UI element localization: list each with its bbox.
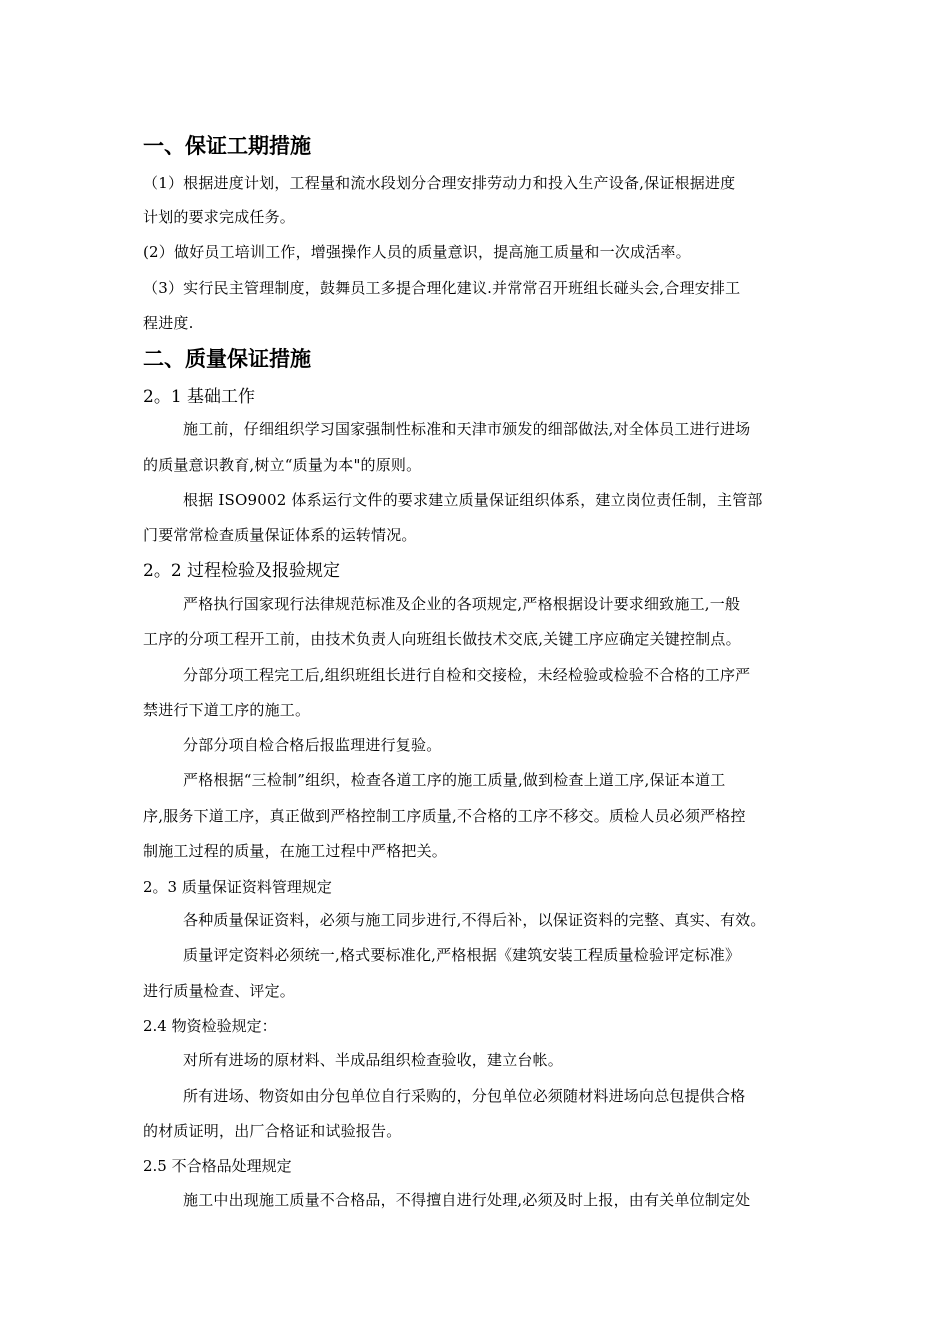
paragraph-line: 门要常常检查质量保证体系的运转情况。	[143, 526, 417, 544]
paragraph-line: 的材质证明，出厂合格证和试验报告。	[143, 1122, 402, 1140]
paragraph-line: 严格根据“三检制”组织，检查各道工序的施工质量,做到检查上道工序,保证本道工	[183, 771, 726, 789]
paragraph-line: 进行质量检查、评定。	[143, 982, 296, 1000]
paragraph-line: 严格执行国家现行法律规范标准及企业的各项规定,严格根据设计要求细致施工,一般	[183, 595, 741, 613]
heading-schedule-measures: 一、保证工期措施	[143, 134, 311, 158]
heading-quality-measures: 二、质量保证措施	[143, 347, 311, 371]
paragraph-line: 施工前，仔细组织学习国家强制性标准和天津市颁发的细部做法,对全体员工进行进场	[183, 420, 751, 438]
paragraph-line: 所有进场、物资如由分包单位自行采购的，分包单位必须随材料进场向总包提供合格	[183, 1087, 746, 1105]
paragraph-line: 禁进行下道工序的施工。	[143, 701, 311, 719]
paragraph-line: （3）实行民主管理制度，鼓舞员工多提合理化建议.并常常召开班组长碰头会,合理安排工	[143, 279, 741, 297]
paragraph-line: (2）做好员工培训工作，增强操作人员的质量意识，提高施工质量和一次成活率。	[143, 243, 691, 261]
paragraph-line: 分部分项工程完工后,组织班组长进行自检和交接检，未经检验或检验不合格的工序严	[183, 666, 751, 684]
paragraph-line: （1）根据进度计划，工程量和流水段划分合理安排劳动力和投入生产设备,保证根据进度	[143, 174, 736, 192]
subheading-material-inspection: 2.4 物资检验规定：	[143, 1017, 277, 1035]
paragraph-line: 分部分项自检合格后报监理进行复验。	[183, 736, 442, 754]
paragraph-line: 的质量意识教育,树立“质量为本"的原则。	[143, 456, 422, 474]
paragraph-line: 计划的要求完成任务。	[143, 208, 296, 226]
paragraph-line: 根据 ISO9002 体系运行文件的要求建立质量保证组织体系，建立岗位责任制，主管部	[183, 491, 763, 509]
paragraph-line: 对所有进场的原材料、半成品组织检查验收，建立台帐。	[183, 1051, 564, 1069]
subheading-basic-work: 2。1 基础工作	[143, 387, 256, 407]
paragraph-line: 制施工过程的质量，在施工过程中严格把关。	[143, 842, 448, 860]
subheading-process-inspection: 2。2 过程检验及报验规定	[143, 561, 341, 581]
paragraph-line: 序,服务下道工序，真正做到严格控制工序质量,不合格的工序不移交。质检人员必须严格控	[143, 807, 746, 825]
subheading-quality-records: 2。3 质量保证资料管理规定	[143, 878, 332, 896]
paragraph-line: 施工中出现施工质量不合格品，不得擅自进行处理,必须及时上报，由有关单位制定处	[183, 1191, 751, 1209]
paragraph-line: 工序的分项工程开工前，由技术负责人向班组长做技术交底,关键工序应确定关键控制点。	[143, 630, 741, 648]
paragraph-line: 程进度.	[143, 314, 194, 332]
subheading-nonconforming-handling: 2.5 不合格品处理规定	[143, 1157, 292, 1175]
paragraph-line: 各种质量保证资料，必须与施工同步进行,不得后补，以保证资料的完整、真实、有效。	[183, 911, 766, 929]
paragraph-line: 质量评定资料必须统一,格式要标准化,严格根据《建筑安装工程质量检验评定标准》	[183, 946, 741, 964]
